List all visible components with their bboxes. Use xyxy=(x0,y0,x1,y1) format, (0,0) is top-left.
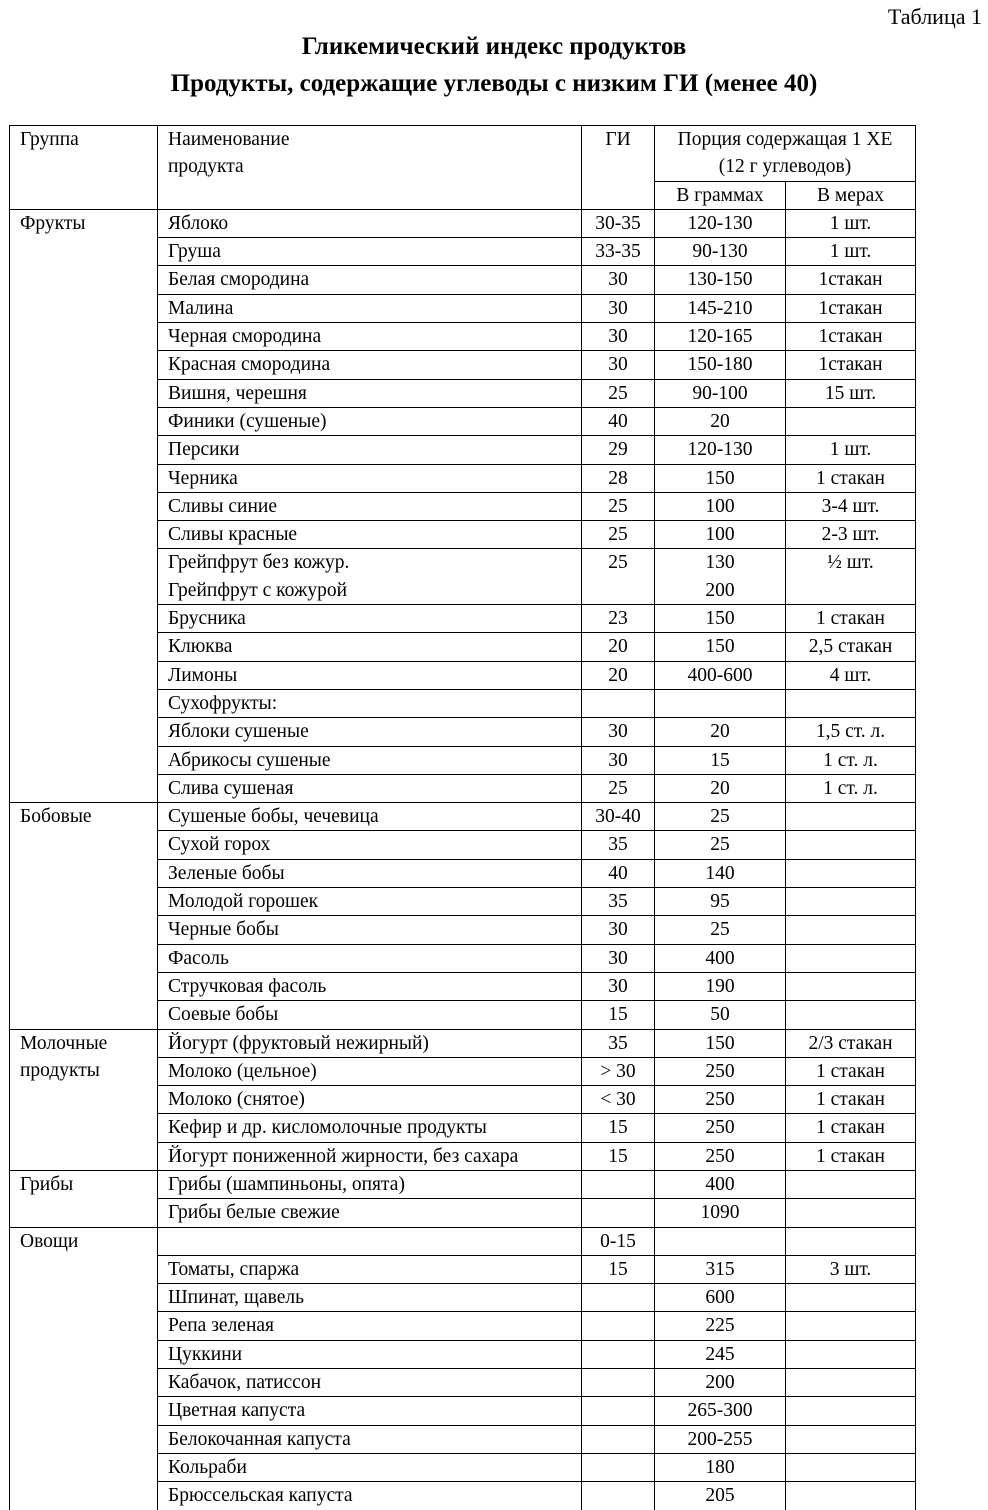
page-subtitle: Продукты, содержащие углеводы с низким ГИ (менее 40) xyxy=(170,70,818,97)
product-name-cell: Грейпфрут без кожур. xyxy=(158,549,582,577)
measure-cell xyxy=(786,803,916,831)
grams-cell: 130-150 xyxy=(655,266,786,294)
measure-cell: 1стакан xyxy=(786,323,916,351)
gi-cell: 29 xyxy=(582,436,655,464)
gi-cell xyxy=(582,1312,655,1340)
page-title: Гликемический индекс продуктов xyxy=(301,33,687,60)
grams-cell: 200-255 xyxy=(655,1425,786,1453)
measure-cell xyxy=(786,1369,916,1397)
product-name-cell: Персики xyxy=(158,436,582,464)
grams-cell: 400 xyxy=(655,944,786,972)
grams-cell: 15 xyxy=(655,746,786,774)
grams-cell: 250 xyxy=(655,1114,786,1142)
measure-cell xyxy=(786,1312,916,1340)
measure-cell: 1 шт. xyxy=(786,436,916,464)
product-name-cell: Клюква xyxy=(158,633,582,661)
measure-cell: 1стакан xyxy=(786,266,916,294)
product-name-cell: Репа зеленая xyxy=(158,1312,582,1340)
gi-cell: 25 xyxy=(582,379,655,407)
gi-cell: 30-40 xyxy=(582,803,655,831)
table-number-label: Таблица 1 xyxy=(887,4,982,29)
gi-cell: 33-35 xyxy=(582,238,655,266)
grams-cell: 245 xyxy=(655,1340,786,1368)
product-name-cell: Яблоки сушеные xyxy=(158,718,582,746)
product-name-cell: Грибы белые свежие xyxy=(158,1199,582,1227)
product-name-cell: Сухой горох xyxy=(158,831,582,859)
gi-cell xyxy=(582,1453,655,1481)
table-row xyxy=(10,1170,916,1198)
header-portion: Порция содержащая 1 ХЕ (12 г углеводов) xyxy=(655,126,916,182)
group-cell xyxy=(10,803,158,1029)
grams-cell: 225 xyxy=(655,1312,786,1340)
group-cell xyxy=(10,1029,158,1170)
measure-cell xyxy=(786,972,916,1000)
gi-cell xyxy=(582,1170,655,1198)
group-cell xyxy=(10,209,158,802)
gi-cell: 15 xyxy=(582,1001,655,1029)
gi-cell xyxy=(582,1369,655,1397)
product-name-cell: Молоко (цельное) xyxy=(158,1057,582,1085)
grams-cell: 150 xyxy=(655,464,786,492)
product-name-cell: Кефир и др. кисломолочные продукты xyxy=(158,1114,582,1142)
product-name-cell: Фасоль xyxy=(158,944,582,972)
table-body xyxy=(10,209,916,1509)
product-name-cell: Молодой горошек xyxy=(158,888,582,916)
group-name: Молочные xyxy=(20,1032,108,1054)
gi-cell: 35 xyxy=(582,1029,655,1057)
gi-cell: < 30 xyxy=(582,1086,655,1114)
gi-cell: 35 xyxy=(582,888,655,916)
product-name-cell: Белая смородина xyxy=(158,266,582,294)
measure-cell: 1 шт. xyxy=(786,238,916,266)
grams-cell: 265-300 xyxy=(655,1397,786,1425)
product-name-cell: Зеленые бобы xyxy=(158,859,582,887)
gi-cell: 25 xyxy=(582,774,655,802)
header-product-name: Наименование продукта xyxy=(158,126,582,210)
measure-cell: 1 ст. л. xyxy=(786,746,916,774)
grams-cell: 25 xyxy=(655,916,786,944)
gi-cell: 30 xyxy=(582,718,655,746)
gi-cell xyxy=(582,577,655,605)
measure-cell xyxy=(786,1199,916,1227)
measure-cell: 1стакан xyxy=(786,351,916,379)
grams-cell: 120-130 xyxy=(655,209,786,237)
product-name-cell: Кольраби xyxy=(158,1453,582,1481)
grams-cell: 145-210 xyxy=(655,294,786,322)
grams-cell: 25 xyxy=(655,831,786,859)
grams-cell: 20 xyxy=(655,407,786,435)
grams-cell: 90-130 xyxy=(655,238,786,266)
measure-cell: 3-4 шт. xyxy=(786,492,916,520)
measure-cell: 15 шт. xyxy=(786,379,916,407)
gi-cell: 28 xyxy=(582,464,655,492)
measure-cell xyxy=(786,1425,916,1453)
gi-cell: 35 xyxy=(582,831,655,859)
product-name-cell: Соевые бобы xyxy=(158,1001,582,1029)
gi-cell: 30 xyxy=(582,746,655,774)
measure-cell: 1 стакан xyxy=(786,1057,916,1085)
gi-cell xyxy=(582,689,655,717)
product-name-cell: Молоко (снятое) xyxy=(158,1086,582,1114)
grams-cell: 400-600 xyxy=(655,661,786,689)
grams-cell: 150 xyxy=(655,633,786,661)
measure-cell xyxy=(786,1340,916,1368)
measure-cell: 1стакан xyxy=(786,294,916,322)
measure-cell xyxy=(786,1453,916,1481)
product-name-cell: Лимоны xyxy=(158,661,582,689)
grams-cell: 200 xyxy=(655,577,786,605)
product-name-cell: Сливы красные xyxy=(158,521,582,549)
grams-cell: 315 xyxy=(655,1255,786,1283)
product-name-cell: Грейпфрут с кожурой xyxy=(158,577,582,605)
table-row xyxy=(10,1029,916,1057)
grams-cell: 400 xyxy=(655,1170,786,1198)
product-name-cell: Черника xyxy=(158,464,582,492)
gi-cell: 25 xyxy=(582,549,655,577)
gi-cell: 20 xyxy=(582,661,655,689)
group-cell xyxy=(10,1227,158,1509)
product-name-cell: Стручковая фасоль xyxy=(158,972,582,1000)
product-name-cell: Финики (сушеные) xyxy=(158,407,582,435)
gi-cell: 30 xyxy=(582,294,655,322)
measure-cell: 1 шт. xyxy=(786,209,916,237)
header-gi: ГИ xyxy=(582,126,655,210)
product-name-cell: Йогурт пониженной жирности, без сахара xyxy=(158,1142,582,1170)
grams-cell: 95 xyxy=(655,888,786,916)
product-name-cell: Сливы синие xyxy=(158,492,582,520)
gi-cell xyxy=(582,1425,655,1453)
measure-cell: 2/3 стакан xyxy=(786,1029,916,1057)
product-name-cell: Яблоко xyxy=(158,209,582,237)
gi-cell: > 30 xyxy=(582,1057,655,1085)
gi-cell xyxy=(582,1199,655,1227)
grams-cell: 1090 xyxy=(655,1199,786,1227)
grams-cell: 120-130 xyxy=(655,436,786,464)
gi-cell: 40 xyxy=(582,407,655,435)
gi-cell xyxy=(582,1482,655,1510)
measure-cell xyxy=(786,1482,916,1510)
gi-cell: 30 xyxy=(582,323,655,351)
gi-cell xyxy=(582,1397,655,1425)
product-name-cell: Цветная капуста xyxy=(158,1397,582,1425)
measure-cell xyxy=(786,1227,916,1255)
grams-cell: 150-180 xyxy=(655,351,786,379)
grams-cell: 20 xyxy=(655,774,786,802)
gi-cell xyxy=(582,1284,655,1312)
product-name-cell: Йогурт (фруктовый нежирный) xyxy=(158,1029,582,1057)
product-name-cell: Томаты, спаржа xyxy=(158,1255,582,1283)
gi-cell: 30 xyxy=(582,351,655,379)
measure-cell xyxy=(786,577,916,605)
measure-cell xyxy=(786,859,916,887)
gi-cell: 25 xyxy=(582,521,655,549)
gi-cell: 25 xyxy=(582,492,655,520)
grams-cell xyxy=(655,689,786,717)
header-grams: В граммах xyxy=(655,181,786,209)
grams-cell: 100 xyxy=(655,492,786,520)
header-row xyxy=(10,126,916,182)
group-name-line2: продукты xyxy=(20,1059,100,1081)
group-name: Грибы xyxy=(20,1173,74,1195)
grams-cell: 250 xyxy=(655,1057,786,1085)
grams-cell xyxy=(655,1227,786,1255)
product-name-cell: Сушеные бобы, чечевица xyxy=(158,803,582,831)
measure-cell: 4 шт. xyxy=(786,661,916,689)
product-name-cell: Белокочанная капуста xyxy=(158,1425,582,1453)
gi-cell: 15 xyxy=(582,1142,655,1170)
product-name-cell: Брусника xyxy=(158,605,582,633)
product-name-cell: Красная смородина xyxy=(158,351,582,379)
table-row xyxy=(10,209,916,237)
measure-cell xyxy=(786,916,916,944)
grams-cell: 250 xyxy=(655,1142,786,1170)
glycemic-index-table xyxy=(9,125,916,1510)
measure-cell xyxy=(786,689,916,717)
gi-cell: 23 xyxy=(582,605,655,633)
header-measures: В мерах xyxy=(786,181,916,209)
grams-cell: 190 xyxy=(655,972,786,1000)
grams-cell: 20 xyxy=(655,718,786,746)
gi-cell: 15 xyxy=(582,1114,655,1142)
product-name-cell: Вишня, черешня xyxy=(158,379,582,407)
measure-cell: ½ шт. xyxy=(786,549,916,577)
product-name-cell: Черные бобы xyxy=(158,916,582,944)
measure-cell xyxy=(786,1397,916,1425)
gi-cell: 30 xyxy=(582,266,655,294)
product-name-cell: Кабачок, патиссон xyxy=(158,1369,582,1397)
product-name-cell: Слива сушеная xyxy=(158,774,582,802)
grams-cell: 150 xyxy=(655,1029,786,1057)
group-name: Фрукты xyxy=(20,212,86,234)
measure-cell: 3 шт. xyxy=(786,1255,916,1283)
measure-cell xyxy=(786,1170,916,1198)
header-group: Группа xyxy=(10,126,158,210)
product-name-cell: Груша xyxy=(158,238,582,266)
grams-cell: 90-100 xyxy=(655,379,786,407)
measure-cell xyxy=(786,888,916,916)
gi-cell: 30 xyxy=(582,916,655,944)
grams-cell: 150 xyxy=(655,605,786,633)
product-name-cell: Черная смородина xyxy=(158,323,582,351)
group-name: Бобовые xyxy=(20,806,92,828)
grams-cell: 100 xyxy=(655,521,786,549)
measure-cell xyxy=(786,1284,916,1312)
product-name-cell: Шпинат, щавель xyxy=(158,1284,582,1312)
gi-cell: 20 xyxy=(582,633,655,661)
product-name-cell: Цуккини xyxy=(158,1340,582,1368)
gi-cell: 15 xyxy=(582,1255,655,1283)
measure-cell xyxy=(786,1001,916,1029)
measure-cell: 1 стакан xyxy=(786,605,916,633)
grams-cell: 250 xyxy=(655,1086,786,1114)
product-name-cell: Брюссельская капуста xyxy=(158,1482,582,1510)
measure-cell: 1,5 ст. л. xyxy=(786,718,916,746)
product-name-cell: Грибы (шампиньоны, опята) xyxy=(158,1170,582,1198)
measure-cell: 1 ст. л. xyxy=(786,774,916,802)
gi-cell xyxy=(582,1340,655,1368)
grams-cell: 130 xyxy=(655,549,786,577)
gi-cell: 0-15 xyxy=(582,1227,655,1255)
table-row xyxy=(10,1227,916,1255)
measure-cell: 2,5 стакан xyxy=(786,633,916,661)
grams-cell: 200 xyxy=(655,1369,786,1397)
product-name-cell xyxy=(158,1227,582,1255)
grams-cell: 50 xyxy=(655,1001,786,1029)
measure-cell: 1 стакан xyxy=(786,1114,916,1142)
grams-cell: 180 xyxy=(655,1453,786,1481)
measure-cell xyxy=(786,831,916,859)
measure-cell xyxy=(786,407,916,435)
grams-cell: 25 xyxy=(655,803,786,831)
measure-cell: 1 стакан xyxy=(786,1142,916,1170)
gi-cell: 30-35 xyxy=(582,209,655,237)
gi-cell: 30 xyxy=(582,972,655,1000)
gi-cell: 40 xyxy=(582,859,655,887)
grams-cell: 205 xyxy=(655,1482,786,1510)
measure-cell xyxy=(786,944,916,972)
measure-cell: 1 стакан xyxy=(786,1086,916,1114)
grams-cell: 140 xyxy=(655,859,786,887)
product-name-cell: Малина xyxy=(158,294,582,322)
gi-cell: 30 xyxy=(582,944,655,972)
grams-cell: 600 xyxy=(655,1284,786,1312)
product-name-cell: Сухофрукты: xyxy=(158,689,582,717)
product-name-cell: Абрикосы сушеные xyxy=(158,746,582,774)
group-cell xyxy=(10,1170,158,1227)
measure-cell: 2-3 шт. xyxy=(786,521,916,549)
table-row xyxy=(10,803,916,831)
group-name: Овощи xyxy=(20,1230,79,1252)
measure-cell: 1 стакан xyxy=(786,464,916,492)
grams-cell: 120-165 xyxy=(655,323,786,351)
